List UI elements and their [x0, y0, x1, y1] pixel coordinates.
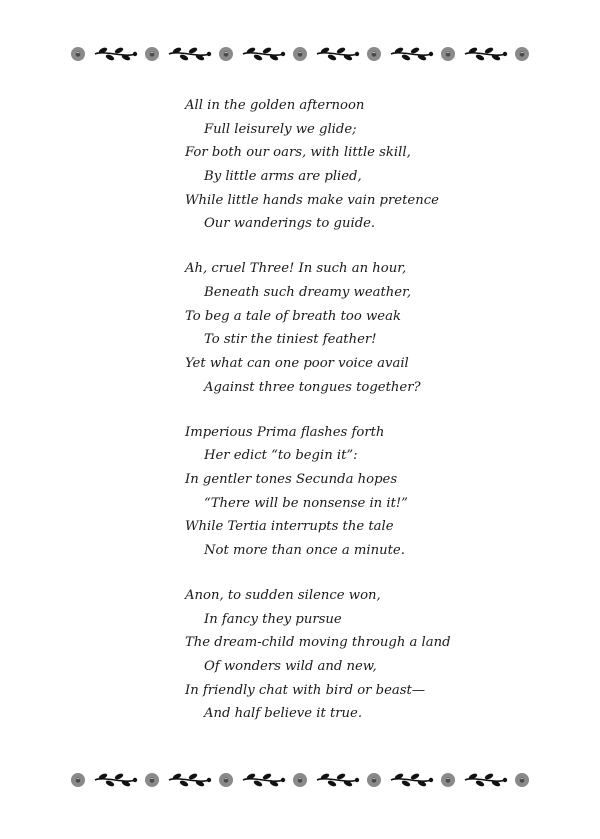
vine-ornament-icon	[92, 46, 138, 62]
vine-ornament-icon	[314, 772, 360, 788]
poem-line: Of wonders wild and new,	[204, 659, 377, 674]
stanza	[185, 421, 485, 563]
poem-line: “There will be nonsense in it!”	[204, 495, 408, 511]
rose-ornament-icon	[514, 772, 530, 788]
rose-ornament-icon	[292, 772, 308, 788]
rose-ornament-icon	[514, 46, 530, 62]
rose-ornament-icon	[440, 46, 456, 62]
vine-ornament-icon	[166, 772, 212, 788]
poem-line: Not more than once a minute.	[204, 543, 405, 559]
poem-line: Beneath such dreamy weather,	[204, 285, 412, 300]
stanza	[185, 94, 485, 236]
vine-ornament-icon	[240, 772, 286, 788]
stanza	[185, 584, 485, 726]
rose-ornament-icon	[218, 772, 234, 788]
poem-line: Yet what can one poor voice avail	[185, 356, 409, 372]
rose-ornament-icon	[144, 772, 160, 788]
poem-line: For both our oars, with little skill,	[185, 145, 411, 161]
rose-ornament-icon	[70, 46, 86, 62]
poem-line: All in the golden afternoon	[185, 98, 365, 113]
rose-ornament-icon	[218, 46, 234, 62]
poem-line: To beg a tale of breath too weak	[185, 308, 401, 324]
poem	[185, 94, 485, 747]
vine-ornament-icon	[92, 772, 138, 788]
poem-line: In fancy they pursue	[204, 611, 342, 627]
rose-ornament-icon	[144, 46, 160, 62]
vine-ornament-icon	[388, 772, 434, 788]
poem-line: Ah, cruel Three! In such an hour,	[185, 261, 407, 277]
stanza	[185, 257, 485, 399]
rose-ornament-icon	[366, 772, 382, 788]
poem-line: Full leisurely we glide;	[204, 121, 357, 137]
poem-line: While little hands make vain pretence	[185, 192, 439, 208]
poem-line: While Tertia interrupts the tale	[185, 519, 394, 535]
rose-ornament-icon	[440, 772, 456, 788]
poem-line: Anon, to sudden silence won,	[185, 587, 381, 603]
poem-line: In friendly chat with bird or beast—	[185, 682, 426, 698]
poem-line: And half believe it true.	[204, 706, 363, 722]
rose-ornament-icon	[292, 46, 308, 62]
top-ornament-border	[70, 44, 530, 64]
bottom-ornament-border	[70, 770, 530, 790]
poem-line: In gentler tones Secunda hopes	[185, 472, 398, 487]
poem-line: Her edict “to begin it”:	[204, 448, 358, 464]
vine-ornament-icon	[166, 46, 212, 62]
vine-ornament-icon	[240, 46, 286, 62]
poem-line: Imperious Prima flashes forth	[185, 424, 385, 440]
poem-line: Against three tongues together?	[204, 379, 421, 395]
poem-line: To stir the tiniest feather!	[204, 332, 377, 348]
vine-ornament-icon	[462, 46, 508, 62]
poem-line: By little arms are plied,	[204, 169, 362, 185]
vine-ornament-icon	[388, 46, 434, 62]
vine-ornament-icon	[314, 46, 360, 62]
poem-line: Our wanderings to guide.	[204, 216, 376, 232]
vine-ornament-icon	[462, 772, 508, 788]
rose-ornament-icon	[366, 46, 382, 62]
rose-ornament-icon	[70, 772, 86, 788]
poem-line: The dream-child moving through a land	[185, 635, 451, 651]
